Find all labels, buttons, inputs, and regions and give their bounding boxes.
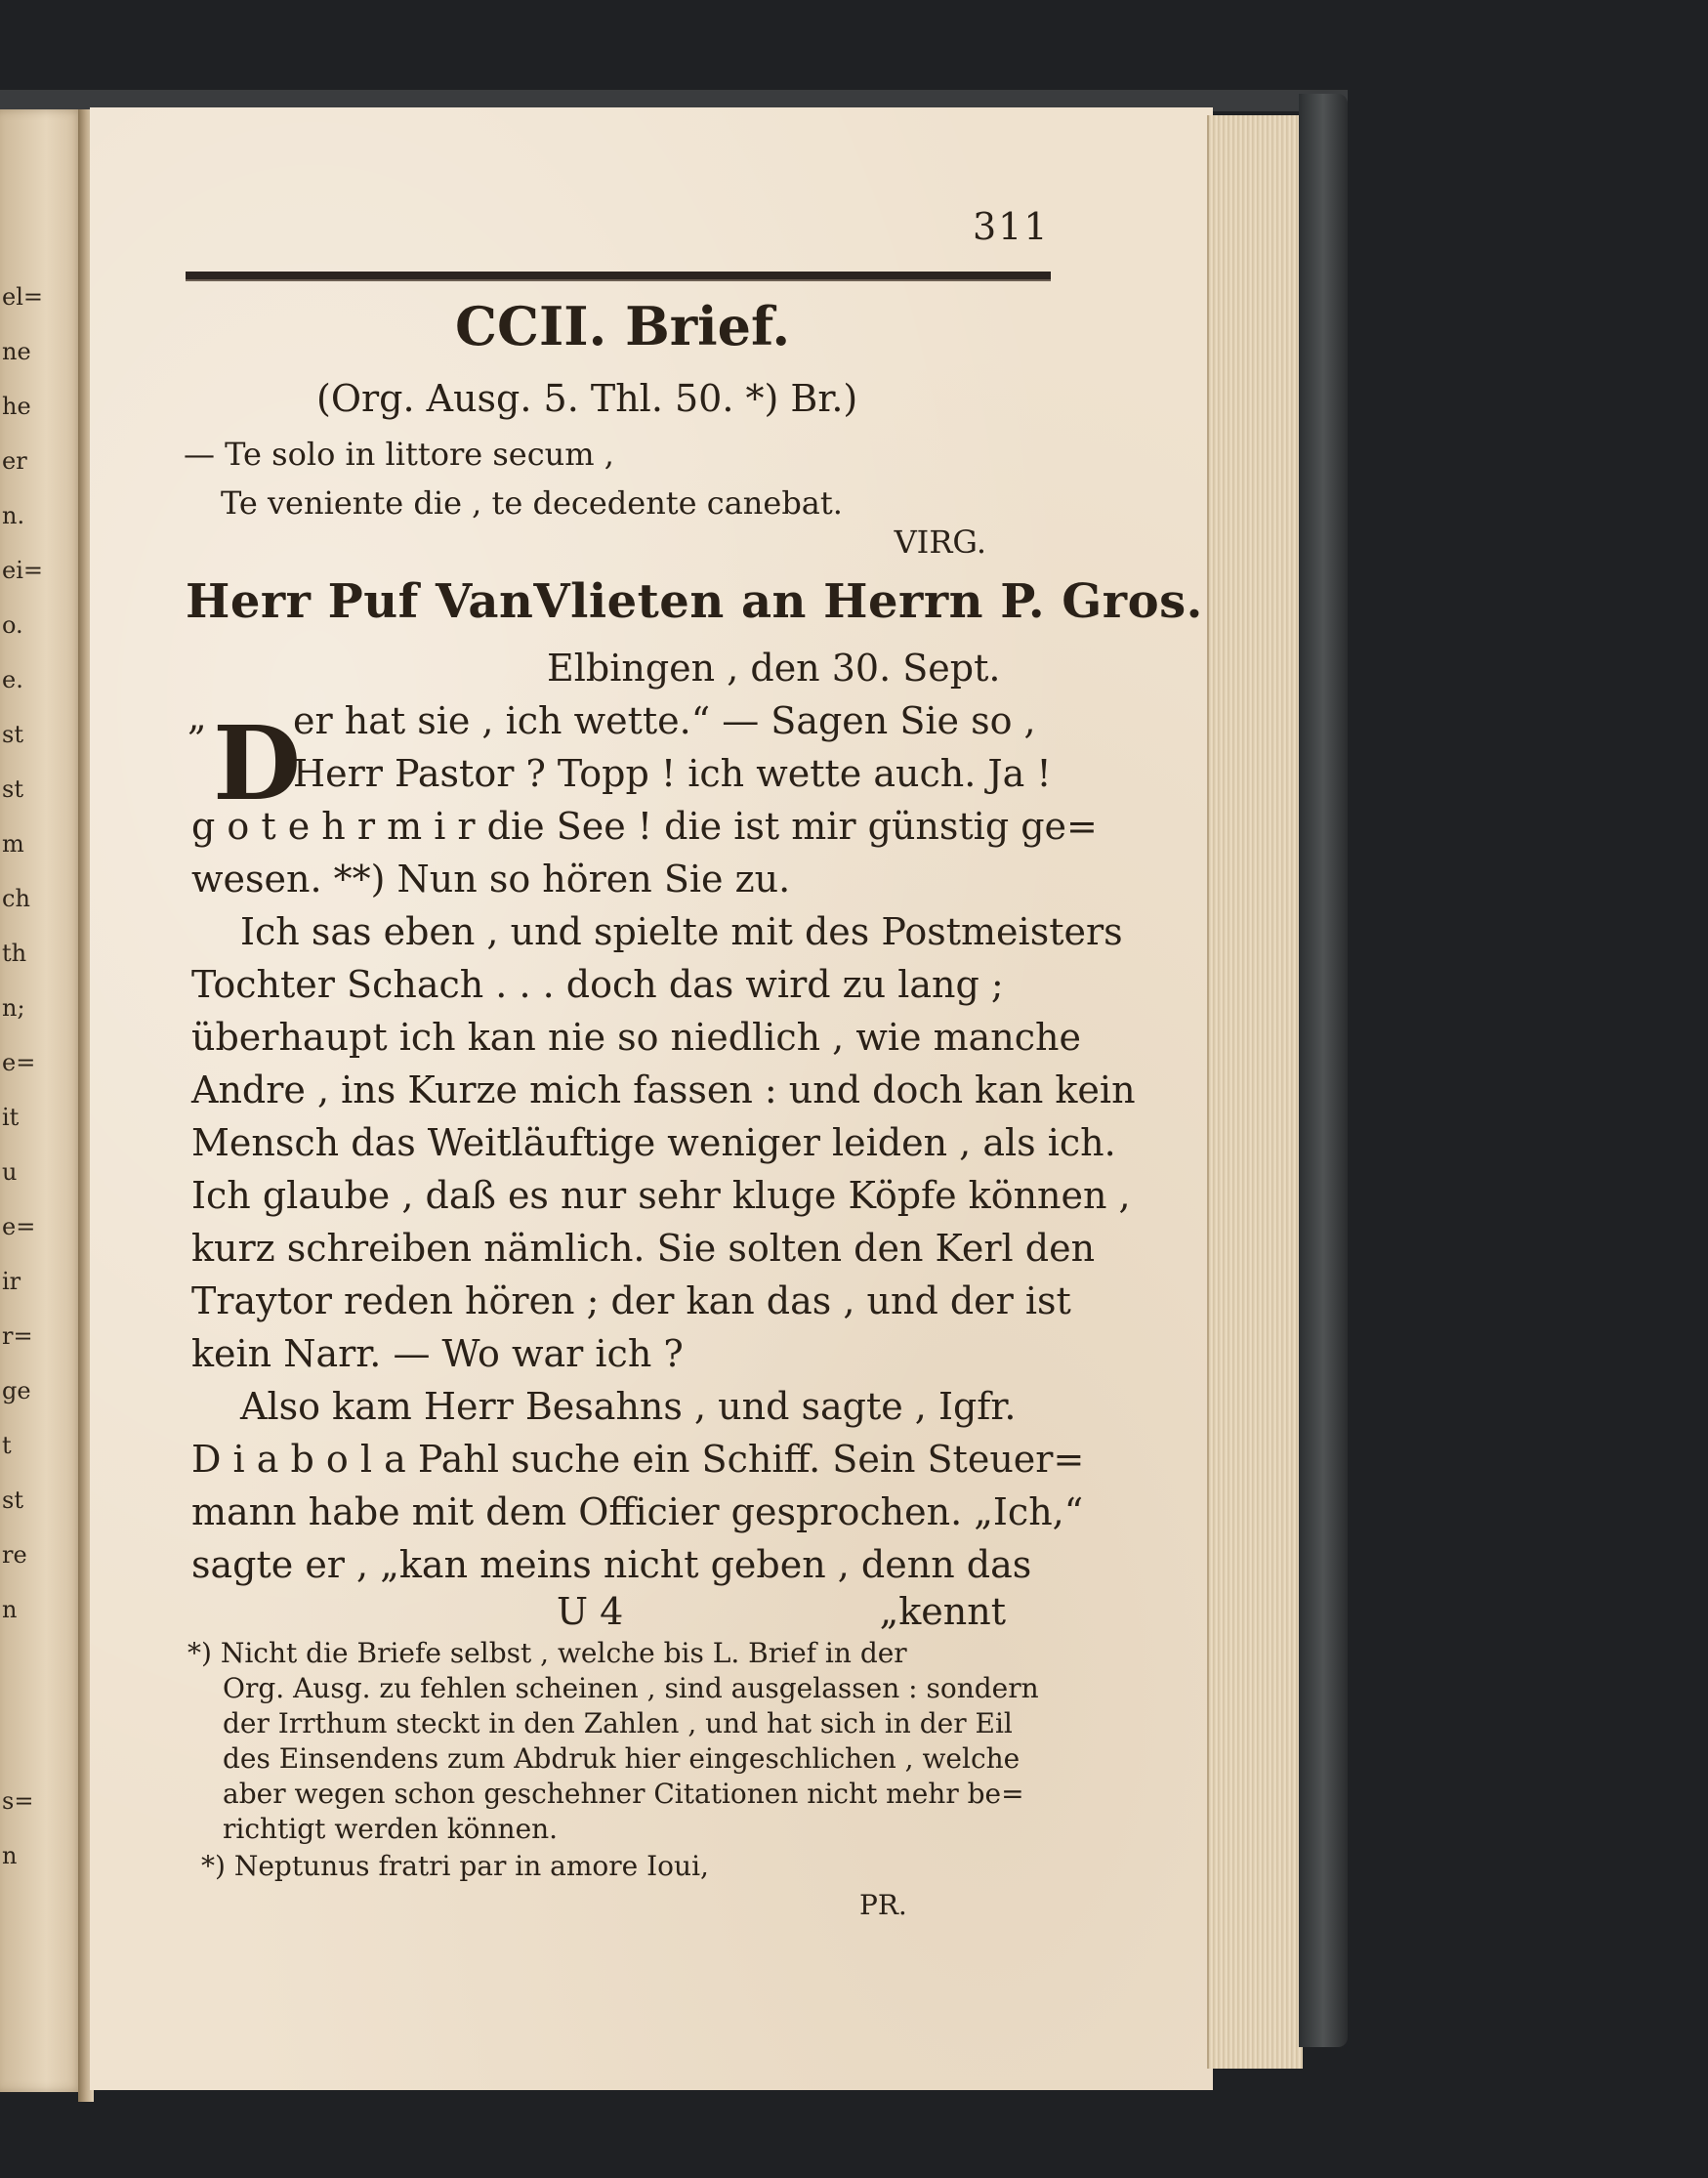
page-edges [1207, 115, 1303, 2069]
body-line: Ich sas eben , und spielte mit des Postmeisters [240, 910, 1123, 953]
body-line: Also kam Herr Besahns , und sagte , Igfr. [240, 1385, 1017, 1428]
book-binding [1299, 94, 1348, 2047]
previous-page [0, 109, 84, 2092]
left-page-fragment: r= [2, 1322, 33, 1350]
left-page-fragment: th [2, 940, 27, 967]
left-page-fragment: el= [2, 283, 43, 311]
footnote-line: richtigt werden können. [223, 1813, 559, 1845]
left-page-fragment: st [2, 1487, 23, 1514]
left-page-fragment: s= [2, 1787, 34, 1815]
catchword: „kennt [879, 1590, 1006, 1633]
left-page-fragment: o. [2, 611, 23, 639]
body-line: Herr Pastor ? Topp ! ich wette auch. Ja ! [293, 752, 1052, 795]
left-page-fragment: e. [2, 666, 23, 693]
left-page-fragment: e= [2, 1213, 36, 1240]
opening-quote: „ [187, 695, 207, 738]
footnote-line: Org. Ausg. zu fehlen scheinen , sind ausgelassen : sondern [223, 1672, 1039, 1704]
body-line: kurz schreiben nämlich. Sie solten den Kerl den [191, 1227, 1096, 1270]
left-page-fragment: u [2, 1158, 18, 1186]
epigraph-line: Te veniente die , te decedente canebat. [221, 484, 843, 522]
body-line: Mensch das Weitläuftige weniger leiden , als ich. [191, 1121, 1116, 1164]
left-page-fragment: st [2, 775, 23, 803]
dateline: Elbingen , den 30. Sept. [547, 647, 1001, 690]
left-page-fragment: e= [2, 1049, 36, 1076]
left-page-fragment: he [2, 393, 31, 420]
left-page-fragment: n. [2, 502, 25, 529]
footnote-line: der Irrthum steckt in den Zahlen , und hat sich in der Eil [223, 1707, 1013, 1739]
left-page-fragment: it [2, 1104, 20, 1131]
drop-cap: D [213, 703, 302, 823]
signature-mark: U 4 [557, 1590, 624, 1633]
left-page-fragment: re [2, 1541, 27, 1569]
body-line: sagte er , „kan meins nicht geben , denn das [191, 1543, 1032, 1586]
left-page-fragment: n [2, 1596, 18, 1623]
body-line: wesen. **) Nun so hören Sie zu. [191, 858, 791, 901]
page-number: 311 [973, 205, 1050, 248]
letter-title: CCII. Brief. [455, 295, 791, 357]
footnote-line: des Einsendens zum Abdruk hier eingeschlichen , welche [223, 1742, 1021, 1775]
body-line: Traytor reden hören ; der kan das , und der ist [191, 1279, 1071, 1322]
left-page-fragment: ei= [2, 557, 43, 584]
left-page-fragment: st [2, 721, 23, 748]
left-page-fragment: m [2, 830, 24, 858]
footnote-line: aber wegen schon geschehner Citationen nicht mehr be= [223, 1778, 1024, 1810]
epigraph-line: — Te solo in littore secum , [184, 436, 614, 473]
left-page-fragment: n [2, 1842, 18, 1869]
body-line: D i a b o l a Pahl suche ein Schiff. Sein Steuer= [191, 1438, 1085, 1481]
body-line: Tochter Schach . . . doch das wird zu lang ; [191, 963, 1004, 1006]
body-line: g o t e h r m i r die See ! die ist mir günstig ge= [191, 805, 1098, 848]
header-rule [186, 272, 1051, 281]
left-page-fragment: er [2, 447, 27, 475]
footnote-line: *) Nicht die Briefe selbst , welche bis L. Brief in der [187, 1637, 907, 1669]
left-page-fragment: n; [2, 994, 25, 1022]
body-line: er hat sie , ich wette.“ — Sagen Sie so , [293, 699, 1036, 742]
left-page-fragment: ge [2, 1377, 31, 1404]
edition-note: (Org. Ausg. 5. Thl. 50. *) Br.) [316, 377, 858, 420]
body-line: überhaupt ich kan nie so niedlich , wie manche [191, 1016, 1081, 1059]
left-page-fragment: ne [2, 338, 31, 365]
body-line: kein Narr. — Wo war ich ? [191, 1332, 684, 1375]
body-line: Ich glaube , daß es nur sehr kluge Köpfe können , [191, 1174, 1131, 1217]
footnote-author: PR. [859, 1889, 907, 1921]
address-line: Herr Puf VanVlieten an Herrn P. Gros. [186, 574, 1203, 629]
left-page-fragment: ch [2, 885, 30, 912]
footnote-line: *) Neptunus fratri par in amore Ioui, [201, 1850, 709, 1882]
left-page-fragment: ir [2, 1268, 21, 1295]
epigraph-author: VIRG. [894, 524, 986, 561]
left-page-fragment: t [2, 1432, 12, 1459]
body-line: Andre , ins Kurze mich fassen : und doch kan kein [191, 1068, 1136, 1111]
body-line: mann habe mit dem Officier gesprochen. „Ich,“ [191, 1490, 1084, 1533]
